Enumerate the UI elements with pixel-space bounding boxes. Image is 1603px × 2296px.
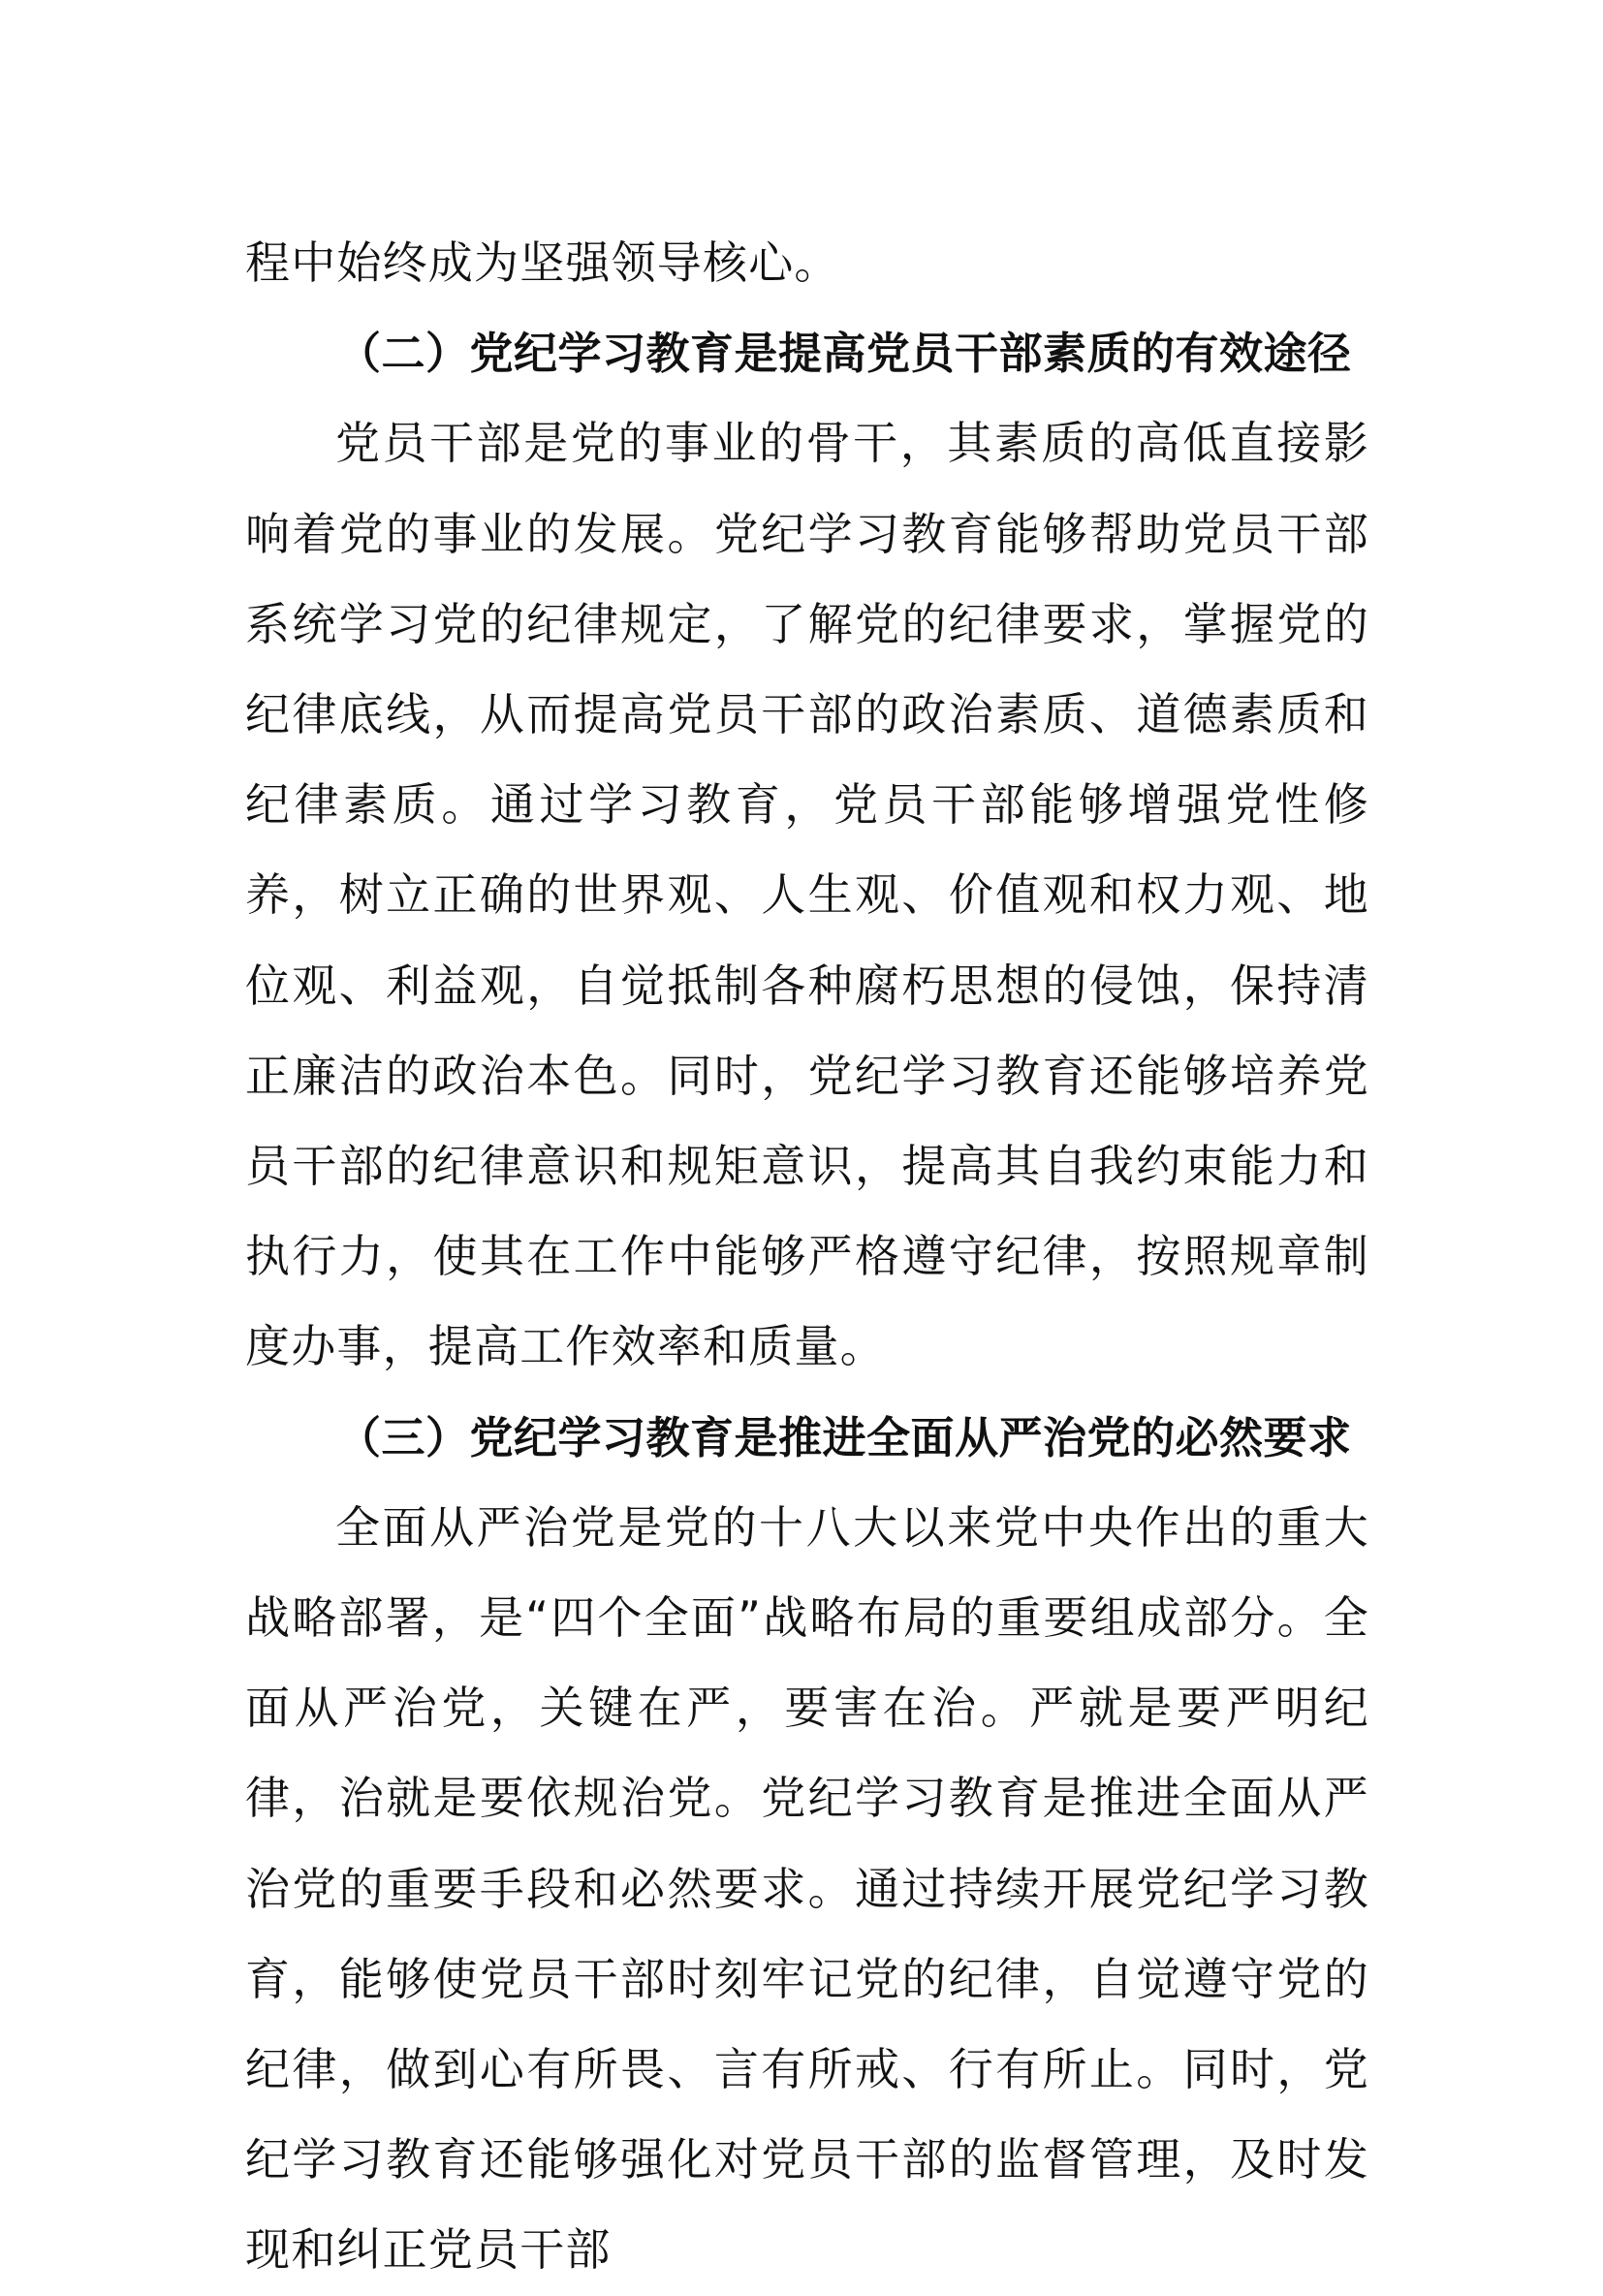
continuation-paragraph: 程中始终成为坚强领导核心。: [245, 236, 840, 289]
section-body-3: 全面从严治党是党的十八大以来党中央作出的重大战略部署，是“四个全面”战略布局的重要组成部分。全面从严治党，关键在严，要害在治。严就是要严明纪律，治就是要依规治党。党纪学习教育是推进全面从严治党的重要手段和必然要求。通过持续开展党纪学习教育，能够使党员干部时刻牢记党的纪律，自觉遵守党的纪律，做到心有所畏、言有所戒、行有所止。同时，党纪学习教育还能够强化对党员干部的监督管理，及时发现和纠正党员干部: [245, 1500, 1369, 2277]
section-heading-3: （三）党纪学习教育是推进全面从严治党的必然要求: [337, 1411, 1352, 1463]
section-heading-2: （二）党纪学习教育是提高党员干部素质的有效途径: [337, 328, 1352, 380]
section-body-2: 党员干部是党的事业的骨干，其素质的高低直接影响着党的事业的发展。党纪学习教育能够帮助党员干部系统学习党的纪律规定，了解党的纪律要求，掌握党的纪律底线，从而提高党员干部的政治素质、道德素质和纪律素质。通过学习教育，党员干部能够增强党性修养，树立正确的世界观、人生观、价值观和权力观、地位观、利益观，自觉抵制各种腐朽思想的侵蚀，保持清正廉洁的政治本色。同时，党纪学习教育还能够培养党员干部的纪律意识和规矩意识，提高其自我约束能力和执行力，使其在工作中能够严格遵守纪律，按照规章制度办事，提高工作效率和质量。: [245, 417, 1369, 1373]
document-page: [245, 218, 1369, 2296]
